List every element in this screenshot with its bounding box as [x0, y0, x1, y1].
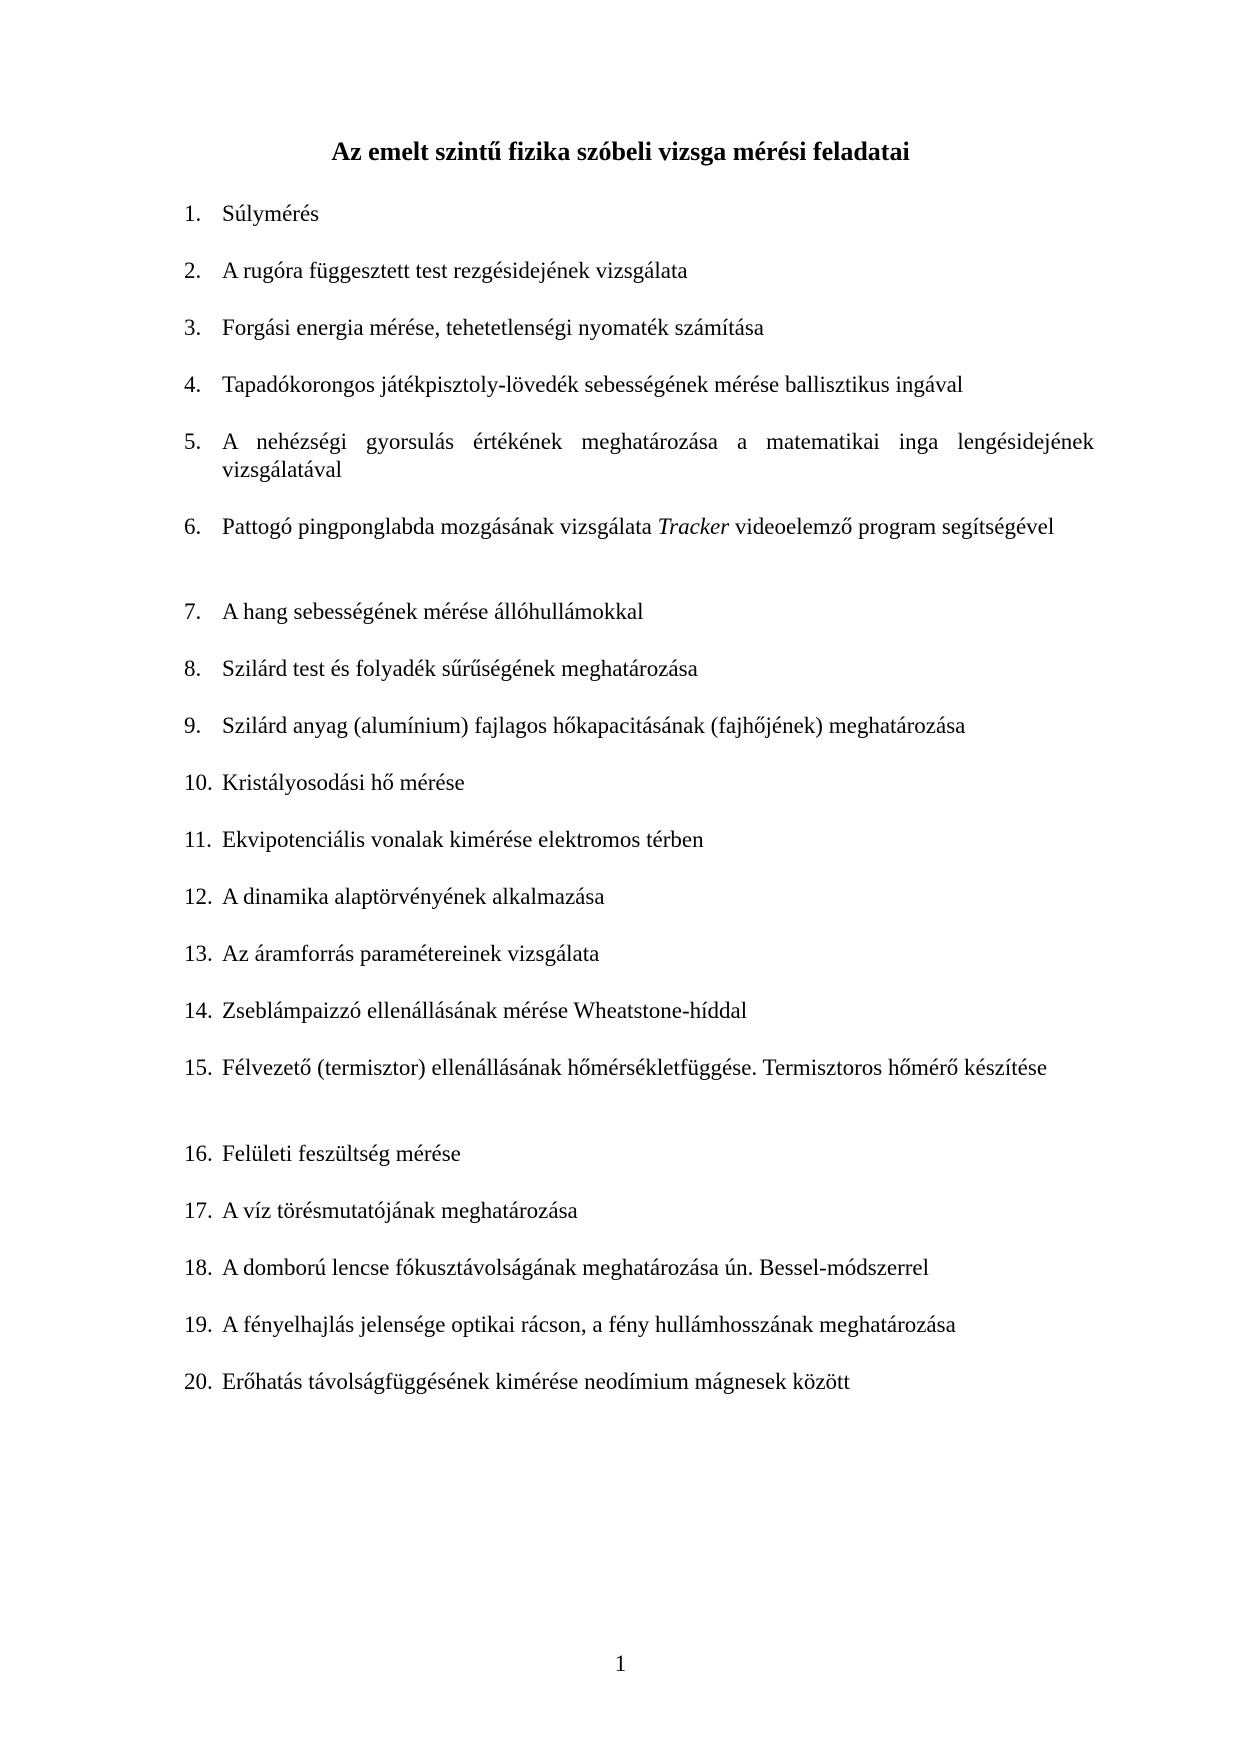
item-text: A nehézségi gyorsulás értékének meghatározása a matematikai inga lengésidejének vizsgálatával — [222, 429, 1094, 482]
item-number: 14. — [184, 998, 213, 1023]
item-number: 2. — [184, 258, 202, 283]
item-text: Félvezető (termisztor) ellenállásának hőmérsékletfüggése. Termisztoros hőmérő készítése — [222, 1055, 1048, 1080]
list-item — [184, 1197, 1094, 1225]
list-item — [184, 598, 1094, 626]
item-text: A fényelhajlás jelensége optikai rácson, a fény hullámhosszának meghatározása — [222, 1312, 956, 1337]
item-number: 18. — [184, 1255, 213, 1280]
item-text: Az áramforrás paramétereinek vizsgálata — [222, 941, 600, 966]
item-text: A hang sebességének mérése állóhullámokkal — [222, 599, 644, 624]
list-item — [184, 1368, 1094, 1396]
item-number: 12. — [184, 884, 213, 909]
item-text: Tapadókorongos játékpisztoly-lövedék sebességének mérése ballisztikus ingával — [222, 372, 964, 397]
item-text: A víz törésmutatójának meghatározása — [222, 1198, 578, 1223]
item-number: 11. — [184, 827, 212, 852]
item-number: 16. — [184, 1141, 213, 1166]
item-text: Kristályosodási hő mérése — [222, 770, 465, 795]
list-item — [184, 513, 1094, 541]
list-item — [184, 428, 1094, 484]
list-item — [184, 371, 1094, 399]
item-number: 13. — [184, 941, 213, 966]
list-item — [184, 1054, 1094, 1082]
list-item — [184, 826, 1094, 854]
list-item — [184, 314, 1094, 342]
item-number: 7. — [184, 599, 202, 624]
item-number: 20. — [184, 1369, 213, 1394]
item-text — [222, 513, 1094, 541]
item-number: 9. — [184, 713, 202, 738]
item-number: 6. — [184, 514, 202, 539]
item-text: Felületi feszültség mérése — [222, 1141, 461, 1166]
page-number: 1 — [614, 1651, 627, 1676]
list-item — [184, 200, 1094, 228]
item-text: A dinamika alaptörvényének alkalmazása — [222, 884, 605, 909]
list-item — [184, 769, 1094, 797]
item-number: 19. — [184, 1312, 213, 1337]
item-text-part: Pattogó pingponglabda mozgásának vizsgálata — [222, 514, 658, 539]
list-item — [184, 1254, 1094, 1282]
item-number: 10. — [184, 770, 213, 795]
item-number: 17. — [184, 1198, 213, 1223]
item-text: Súlymérés — [222, 201, 320, 226]
item-text-part: videoelemző program segítségével — [729, 514, 1055, 539]
page-title: Az emelt szintű fizika szóbeli vizsga mérési feladatai — [331, 137, 910, 166]
list-item — [184, 997, 1094, 1025]
item-text: Erőhatás távolságfüggésének kimérése neodímium mágnesek között — [222, 1369, 850, 1394]
list-item — [184, 257, 1094, 285]
list-item — [184, 1311, 1094, 1339]
list-item — [184, 1140, 1094, 1168]
list-item — [184, 655, 1094, 683]
list-item — [184, 712, 1094, 740]
item-text: Szilárd test és folyadék sűrűségének meghatározása — [222, 656, 698, 681]
item-number: 3. — [184, 315, 202, 340]
item-number: 4. — [184, 372, 202, 397]
list-item — [184, 883, 1094, 911]
item-number: 15. — [184, 1055, 213, 1080]
item-text: Forgási energia mérése, tehetetlenségi nyomaték számítása — [222, 315, 765, 340]
list-item — [184, 940, 1094, 968]
item-text: Szilárd anyag (alumínium) fajlagos hőkapacitásának (fajhőjének) meghatározása — [222, 713, 966, 738]
software-name: Tracker — [657, 514, 730, 539]
item-number: 8. — [184, 656, 202, 681]
item-text: Ekvipotenciális vonalak kimérése elektromos térben — [222, 827, 704, 852]
item-number: 1. — [184, 201, 202, 226]
item-text: Zseblámpaizzó ellenállásának mérése Wheatstone-híddal — [222, 998, 748, 1023]
item-text: A domború lencse fókusztávolságának meghatározása ún. Bessel-módszerrel — [222, 1255, 930, 1280]
item-number: 5. — [184, 429, 202, 454]
item-text: A rugóra függesztett test rezgésidejének vizsgálata — [222, 258, 688, 283]
